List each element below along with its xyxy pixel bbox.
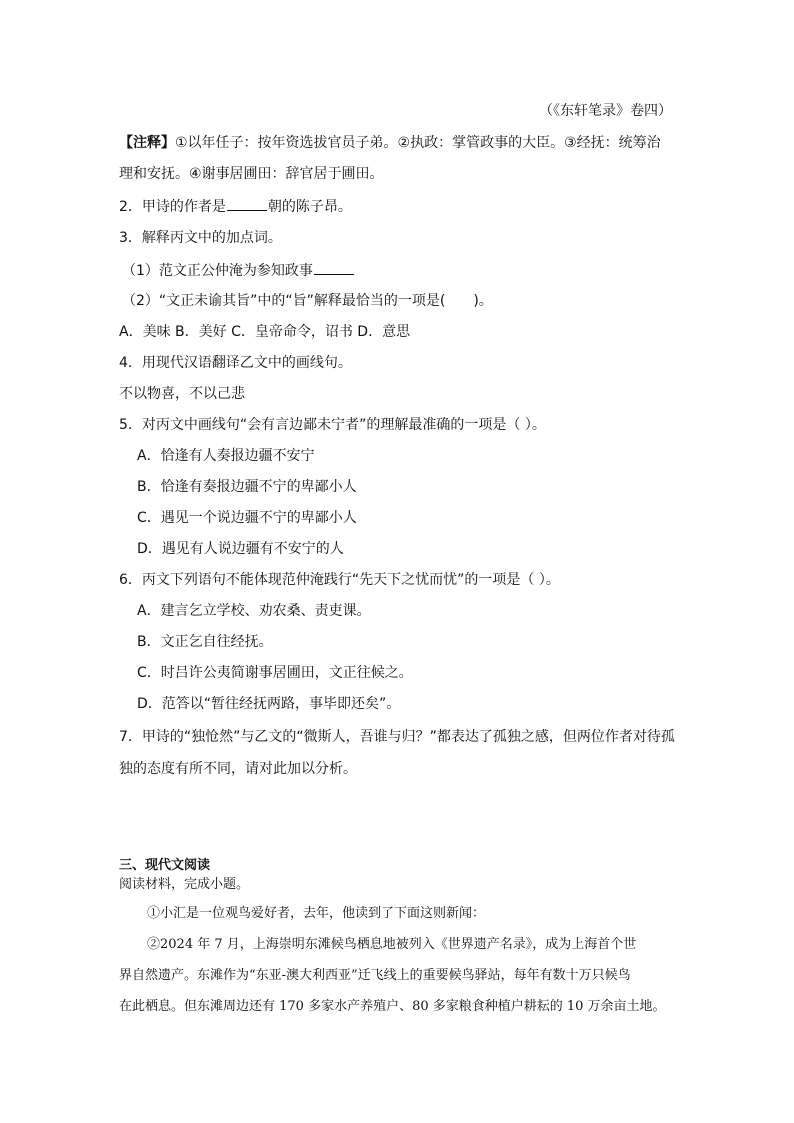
question-5-option: C．遇见一个说边疆不宁的卑鄙小人 bbox=[137, 510, 357, 526]
question-7-line-2: 独的态度有所不同，请对此加以分析。 bbox=[119, 761, 357, 777]
question-3-sub-1-text: （1）范文正公仲淹为参知政事 bbox=[122, 263, 313, 279]
question-6-stem: 6．丙文下列语句不能体现范仲淹践行“先天下之忧而忧”的一项是（ ）。 bbox=[119, 572, 560, 588]
section-3-title: 三、现代文阅读 bbox=[119, 858, 211, 873]
question-6-option: C．时吕许公夷简谢事居圃田，文正往候之。 bbox=[137, 665, 413, 681]
question-5-option: D．遇见有人说边疆有不安宁的人 bbox=[137, 541, 344, 557]
notes-line-1 bbox=[119, 133, 661, 153]
question-3-stem: 3．解释丙文中的加点词。 bbox=[119, 230, 282, 246]
passage-paragraph-2-line-1: ②2024 年 7 月，上海崇明东滩候鸟栖息地被列入《世界遗产名录》，成为上海首个世 bbox=[147, 937, 637, 952]
question-3-options: A．美味 B．美好 C．皇帝命令，诏书 D．意思 bbox=[119, 324, 411, 340]
question-2-before: 2．甲诗的作者是 bbox=[119, 199, 226, 215]
notes-text-1: ①以年任子：按年资选拔官员子弟。②执政：掌管政事的大臣。③经抚：统筹治 bbox=[175, 135, 661, 151]
question-3-sub-1 bbox=[122, 260, 355, 281]
section-3-instruction: 阅读材料，完成小题。 bbox=[119, 877, 250, 892]
question-6-option: B．文正乞自往经抚。 bbox=[137, 634, 273, 650]
question-5-stem: 5．对丙文中画线句“会有言边鄙未宁者”的理解最准确的一项是（ ）。 bbox=[119, 417, 546, 433]
question-2 bbox=[119, 196, 352, 217]
question-3-sub-2: （2）“文正未谕其旨”中的“旨”解释最恰当的一项是( )。 bbox=[122, 293, 493, 309]
question-5-option: B．恰逢有奏报边疆不宁的卑鄙小人 bbox=[137, 479, 357, 495]
question-6-option: A．建言乞立学校、劝农桑、责吏课。 bbox=[137, 603, 371, 619]
passage-paragraph-2-line-3: 在此栖息。但东滩周边还有 170 多家水产养殖户、80 多家粮食种植户耕耘的 10 万余亩土地。 bbox=[119, 999, 666, 1014]
notes-line-2: 理和安抚。④谢事居圃田：辞官居于圃田。 bbox=[119, 166, 384, 182]
passage-paragraph-1: ①小汇是一位观鸟爱好者，去年，他读到了下面这则新闻： bbox=[147, 906, 486, 921]
question-5-option: A．恰逢有人奏报边疆不安宁 bbox=[137, 448, 315, 464]
notes-label: 【注释】 bbox=[119, 135, 175, 151]
question-4-sentence: 不以物喜，不以己悲 bbox=[119, 386, 245, 402]
question-7-line-1: 7．甲诗的“独怆然”与乙文的“微斯人，吾谁与归？”都表达了孤独之感，但两位作者对待孤 bbox=[119, 729, 675, 745]
question-2-after: 朝的陈子昂。 bbox=[267, 199, 352, 215]
passage-paragraph-2-line-2: 界自然遗产。东滩作为“东亚-澳大利西亚”迁飞线上的重要候鸟驿站，每年有数十万只候鸟 bbox=[119, 968, 631, 983]
question-2-blank[interactable] bbox=[227, 196, 267, 211]
question-6-option: D．范答以“暂往经抚两路，事毕即还矣”。 bbox=[137, 696, 401, 712]
question-3-sub-1-blank[interactable] bbox=[314, 260, 354, 275]
question-4-stem: 4．用现代汉语翻译乙文中的画线句。 bbox=[119, 355, 352, 371]
source-citation: （《东轩笔录》卷四） bbox=[539, 103, 672, 119]
